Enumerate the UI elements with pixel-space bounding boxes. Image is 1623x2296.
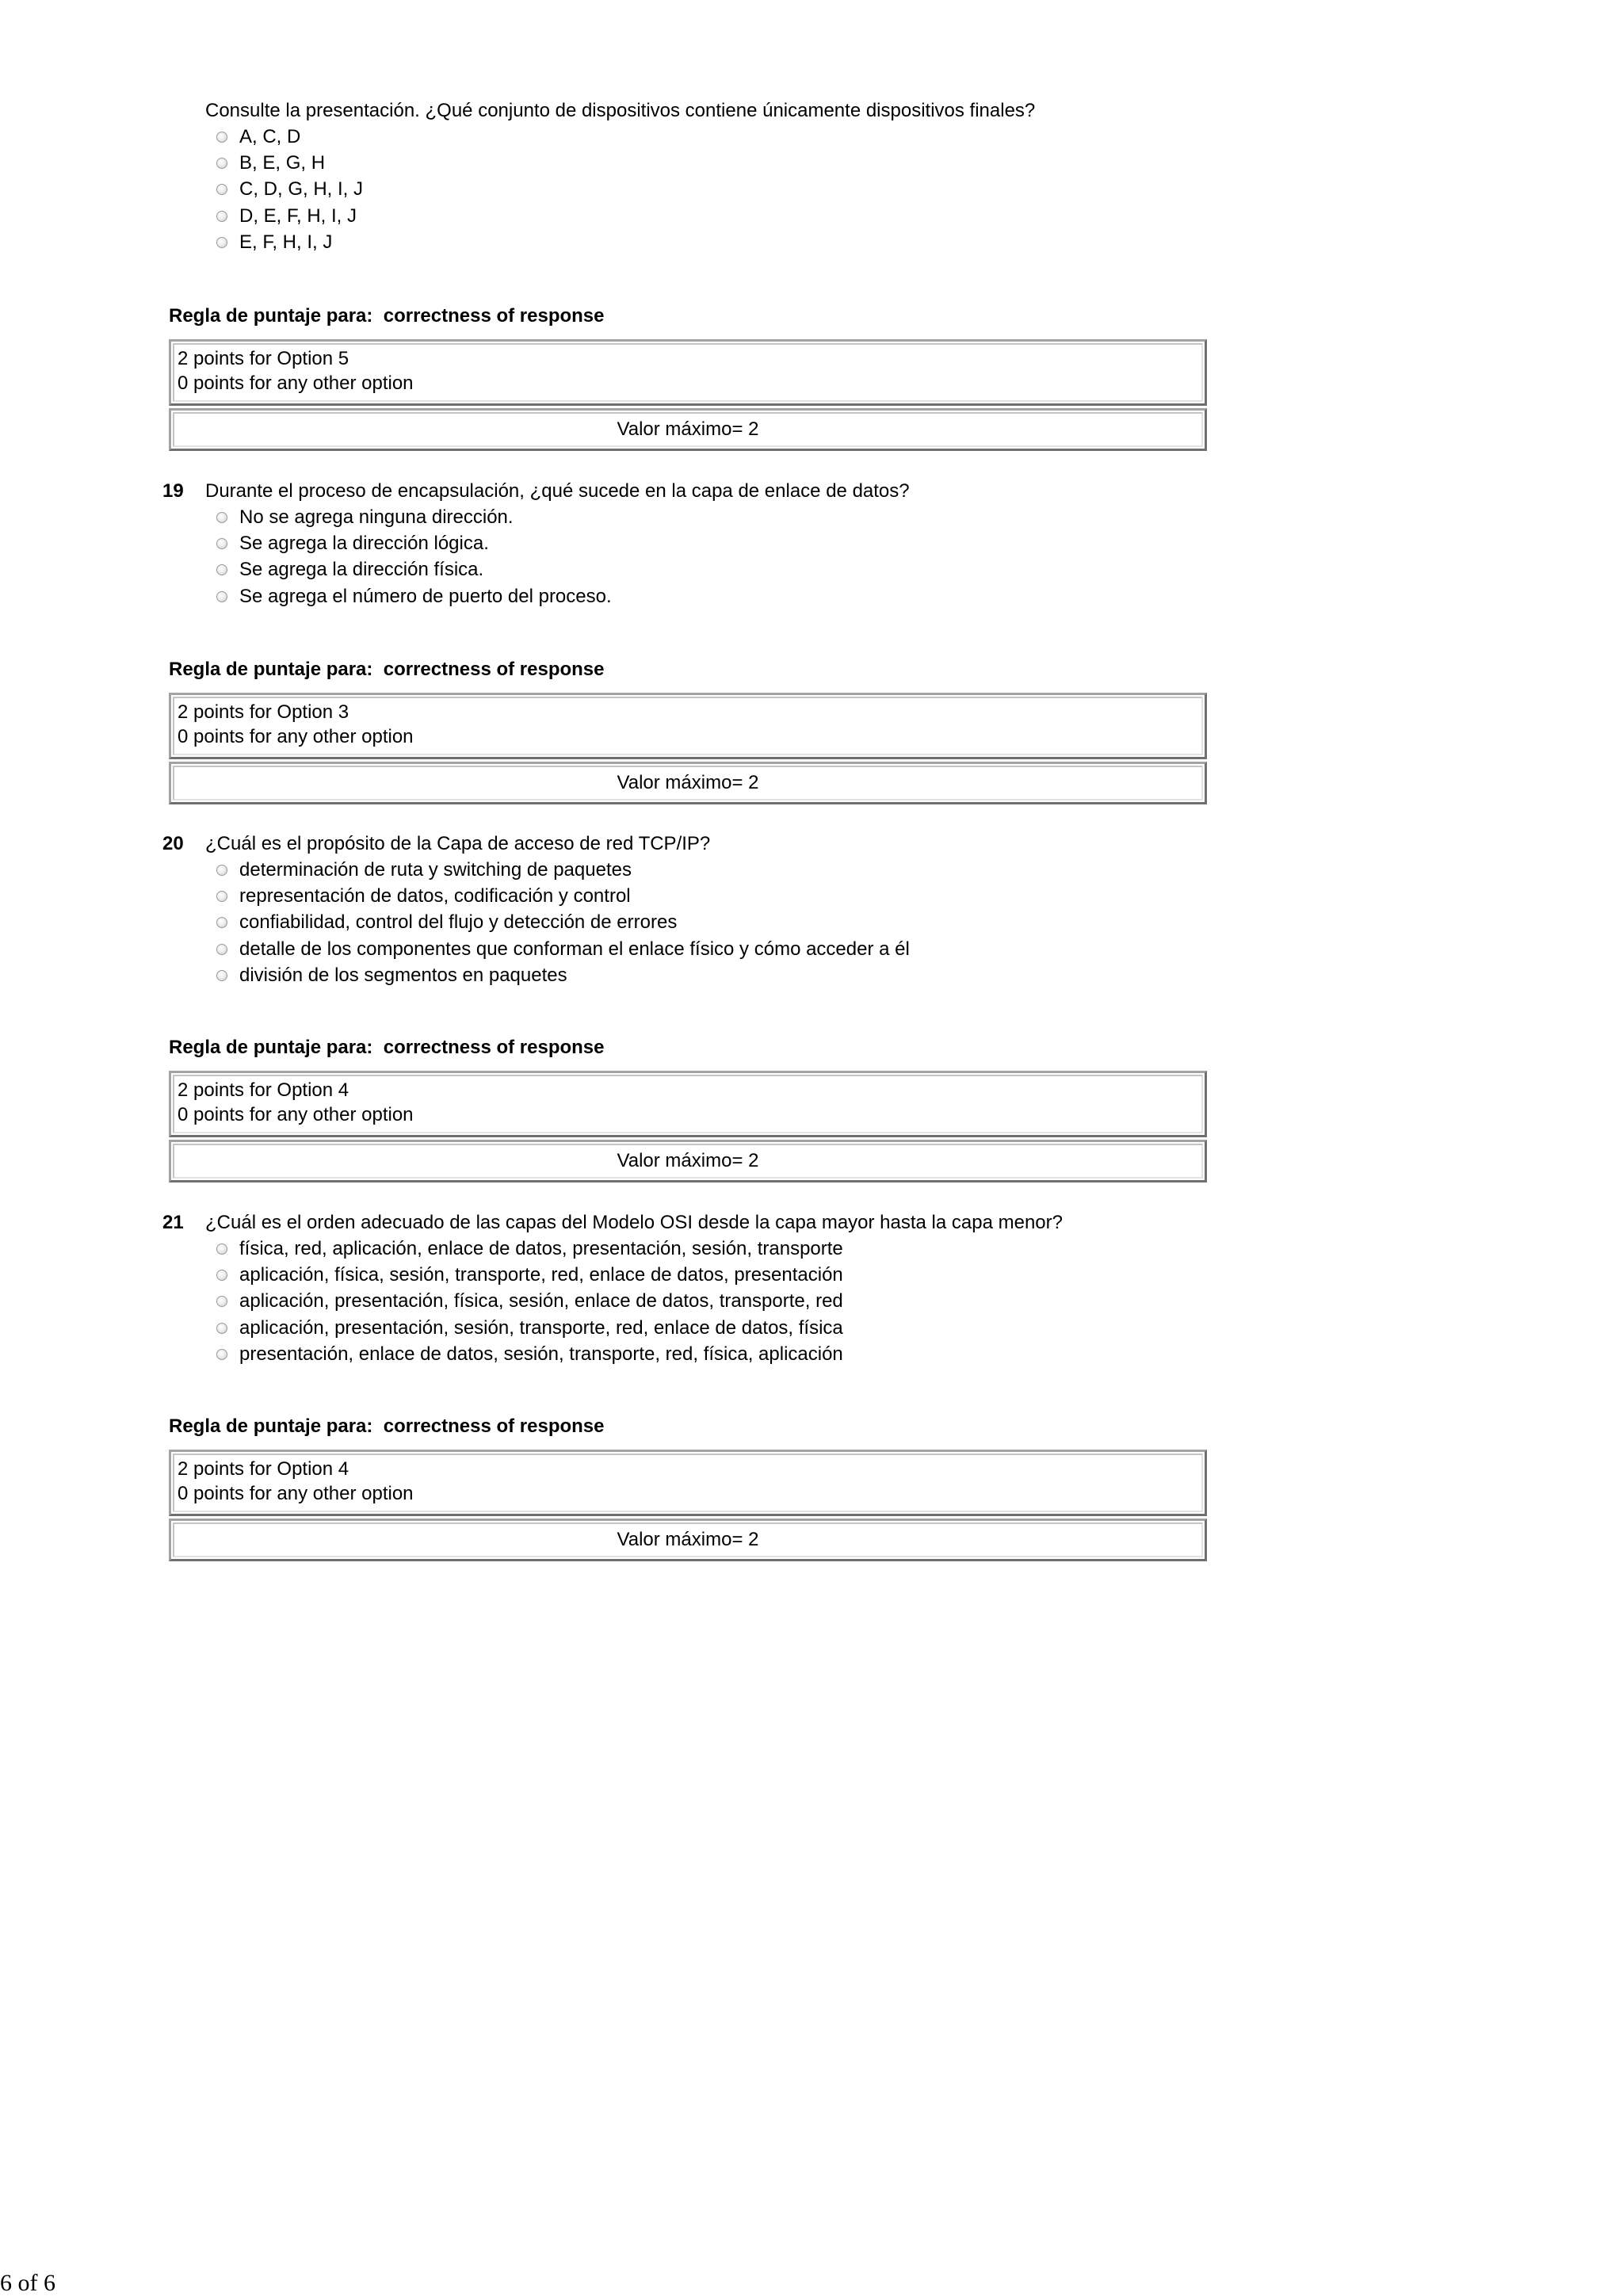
- option-label: No se agrega ninguna dirección.: [239, 506, 514, 528]
- scoring-rule-line: 0 points for any other option: [178, 1483, 414, 1504]
- answer-option[interactable]: [162, 150, 1272, 176]
- scoring-rule-content: [173, 1075, 1203, 1133]
- radio-button-icon[interactable]: [216, 891, 227, 902]
- radio-button-icon[interactable]: [216, 237, 227, 248]
- question-header: [162, 98, 1272, 124]
- scoring-rule-box: [169, 1071, 1207, 1137]
- answer-option[interactable]: [162, 883, 1272, 909]
- scoring-rule-line: 0 points for any other option: [178, 726, 414, 747]
- max-value-box: [169, 1519, 1207, 1561]
- option-label: Se agrega la dirección lógica.: [239, 533, 489, 555]
- max-value-box: [169, 408, 1207, 451]
- answer-option[interactable]: [162, 176, 1272, 202]
- question-header: [162, 831, 1272, 857]
- radio-button-icon[interactable]: [216, 538, 227, 549]
- radio-button-icon[interactable]: [216, 132, 227, 143]
- answer-option[interactable]: [162, 530, 1272, 556]
- radio-button-icon[interactable]: [216, 970, 227, 981]
- question-block: [162, 831, 1272, 988]
- scoring-rule-title: Regla de puntaje para: correctness of response: [169, 1415, 605, 1437]
- radio-button-icon[interactable]: [216, 1296, 227, 1307]
- scoring-rule: [169, 658, 1207, 804]
- scoring-rule-box: [169, 1450, 1207, 1516]
- max-value-label: Valor máximo= 2: [173, 1144, 1203, 1179]
- answer-option[interactable]: [162, 1315, 1272, 1341]
- question-header: [162, 1210, 1272, 1236]
- question-number: 21: [162, 1212, 184, 1233]
- answer-option[interactable]: [162, 203, 1272, 229]
- option-label: división de los segmentos en paquetes: [239, 964, 567, 986]
- max-value-box: [169, 762, 1207, 804]
- answer-option[interactable]: [162, 1288, 1272, 1314]
- option-label: física, red, aplicación, enlace de datos, presentación, sesión, transporte: [239, 1238, 843, 1259]
- answer-options: [162, 1236, 1272, 1367]
- answer-option[interactable]: [162, 909, 1272, 935]
- scoring-rule-line: 0 points for any other option: [178, 372, 414, 394]
- scoring-rule: [169, 1036, 1207, 1182]
- question-number: 20: [162, 833, 184, 854]
- radio-button-icon[interactable]: [216, 917, 227, 928]
- scoring-rule: [169, 304, 1207, 451]
- option-label: C, D, G, H, I, J: [239, 178, 364, 201]
- question-text: ¿Cuál es el orden adecuado de las capas del Modelo OSI desde la capa mayor hasta la capa menor?: [205, 1212, 1063, 1233]
- question-text: ¿Cuál es el propósito de la Capa de acceso de red TCP/IP?: [205, 833, 711, 854]
- answer-option[interactable]: [162, 857, 1272, 883]
- radio-button-icon[interactable]: [216, 1349, 227, 1360]
- radio-button-icon[interactable]: [216, 512, 227, 523]
- radio-button-icon[interactable]: [216, 1244, 227, 1255]
- page-number: 6 of 6: [0, 2270, 55, 2296]
- option-label: E, F, H, I, J: [239, 231, 333, 253]
- scoring-rule-line: 2 points for Option 5: [178, 348, 349, 369]
- answer-option[interactable]: [162, 1236, 1272, 1262]
- scoring-rule-box: [169, 339, 1207, 406]
- scoring-rule: [169, 1415, 1207, 1561]
- option-label: Se agrega el número de puerto del proceso.: [239, 585, 612, 607]
- answer-option[interactable]: [162, 229, 1272, 255]
- scoring-rule-title: Regla de puntaje para: correctness of response: [169, 1037, 605, 1058]
- scoring-rule-title: Regla de puntaje para: correctness of response: [169, 305, 605, 327]
- scoring-rule-line: 2 points for Option 3: [178, 701, 349, 723]
- question-text: Consulte la presentación. ¿Qué conjunto de dispositivos contiene únicamente dispositivos finales?: [205, 100, 1036, 121]
- option-label: presentación, enlace de datos, sesión, transporte, red, física, aplicación: [239, 1343, 843, 1365]
- max-value-box: [169, 1140, 1207, 1182]
- radio-button-icon[interactable]: [216, 158, 227, 169]
- question-text: Durante el proceso de encapsulación, ¿qué sucede en la capa de enlace de datos?: [205, 480, 910, 502]
- scoring-rule-line: 2 points for Option 4: [178, 1079, 349, 1101]
- answer-option[interactable]: [162, 124, 1272, 150]
- option-label: aplicación, presentación, física, sesión, enlace de datos, transporte, red: [239, 1290, 843, 1312]
- option-label: D, E, F, H, I, J: [239, 204, 357, 227]
- scoring-rule-content: [173, 1454, 1203, 1512]
- question-block: [162, 1210, 1272, 1367]
- answer-option[interactable]: [162, 1341, 1272, 1367]
- answer-option[interactable]: [162, 583, 1272, 609]
- radio-button-icon[interactable]: [216, 564, 227, 575]
- scoring-rule-content: [173, 343, 1203, 402]
- radio-button-icon[interactable]: [216, 184, 227, 195]
- max-value-label: Valor máximo= 2: [173, 766, 1203, 800]
- scoring-rule-line: 2 points for Option 4: [178, 1458, 349, 1480]
- max-value-label: Valor máximo= 2: [173, 412, 1203, 447]
- option-label: detalle de los componentes que conforman el enlace físico y cómo acceder a él: [239, 938, 910, 960]
- option-label: Se agrega la dirección física.: [239, 559, 484, 581]
- option-label: representación de datos, codificación y control: [239, 885, 631, 907]
- answer-option[interactable]: [162, 504, 1272, 530]
- radio-button-icon[interactable]: [216, 944, 227, 955]
- option-label: B, E, G, H: [239, 152, 326, 174]
- scoring-rule-line: 0 points for any other option: [178, 1104, 414, 1125]
- answer-option[interactable]: [162, 1262, 1272, 1288]
- answer-option[interactable]: [162, 936, 1272, 962]
- answer-options: [162, 124, 1272, 255]
- option-label: confiabilidad, control del flujo y detección de errores: [239, 911, 678, 934]
- scoring-rule-title: Regla de puntaje para: correctness of response: [169, 659, 605, 680]
- radio-button-icon[interactable]: [216, 211, 227, 222]
- option-label: aplicación, presentación, sesión, transporte, red, enlace de datos, física: [239, 1316, 843, 1339]
- question-block: [162, 98, 1272, 255]
- answer-option[interactable]: [162, 556, 1272, 583]
- scoring-rule-box: [169, 693, 1207, 759]
- question-number: 19: [162, 480, 184, 502]
- radio-button-icon[interactable]: [216, 1270, 227, 1281]
- option-label: aplicación, física, sesión, transporte, red, enlace de datos, presentación: [239, 1264, 843, 1286]
- option-label: A, C, D: [239, 126, 301, 147]
- question-block: [162, 479, 1272, 609]
- question-header: [162, 479, 1272, 504]
- answer-options: [162, 504, 1272, 609]
- radio-button-icon[interactable]: [216, 1323, 227, 1334]
- radio-button-icon[interactable]: [216, 865, 227, 876]
- max-value-label: Valor máximo= 2: [173, 1522, 1203, 1557]
- option-label: determinación de ruta y switching de paquetes: [239, 859, 632, 881]
- answer-options: [162, 857, 1272, 988]
- answer-option[interactable]: [162, 962, 1272, 988]
- scoring-rule-content: [173, 697, 1203, 755]
- radio-button-icon[interactable]: [216, 591, 227, 602]
